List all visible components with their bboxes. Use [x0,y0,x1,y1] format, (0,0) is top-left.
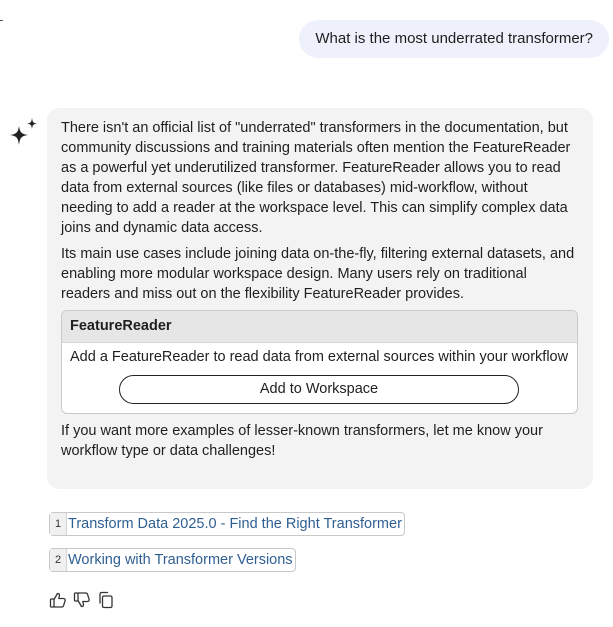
reference-link-1[interactable] [49,512,405,536]
transformer-card [61,310,578,414]
thumbs-down-icon[interactable] [73,591,91,609]
copy-icon[interactable] [97,591,115,609]
message-actions [49,591,115,609]
card-title: FeatureReader [62,311,577,343]
answer-paragraph-2: Its main use cases include joining data on-the-fly, filtering external datasets, and enabling more modular workspace design. Many users rely on traditional readers and miss out on the flexibility FeatureReader provides. [61,246,575,302]
add-to-workspace-button[interactable]: Add to Workspace [119,375,519,404]
reference-title[interactable]: Working with Transformer Versions [68,552,293,568]
reference-link-2[interactable] [49,548,296,572]
thumbs-up-icon[interactable] [49,591,67,609]
reference-number: 1 [50,513,67,535]
reference-title[interactable]: Transform Data 2025.0 - Find the Right Transformer [68,516,402,532]
user-message-bubble: What is the most underrated transformer? [299,20,609,58]
window-edge-mark [0,20,3,21]
card-description: Add a FeatureReader to read data from external sources within your workflow [70,349,569,365]
reference-number: 2 [50,549,67,571]
answer-closing: If you want more examples of lesser-known transformers, let me know your workflow type or data challenges! [61,423,543,459]
answer-paragraph-1: There isn't an official list of "underrated" transformers in the documentation, but community discussions and training materials often mention the FeatureReader as a powerful yet underutilized transformer. FeatureReader allows you to read data from external sources (like files or databases) mid-workflow, without needing to add a reader at the workspace level. This can simplify complex data joins and dynamic data access. [61,120,571,236]
assistant-message [47,108,593,489]
card-actions [62,367,577,413]
sparkle-icon [8,116,40,148]
